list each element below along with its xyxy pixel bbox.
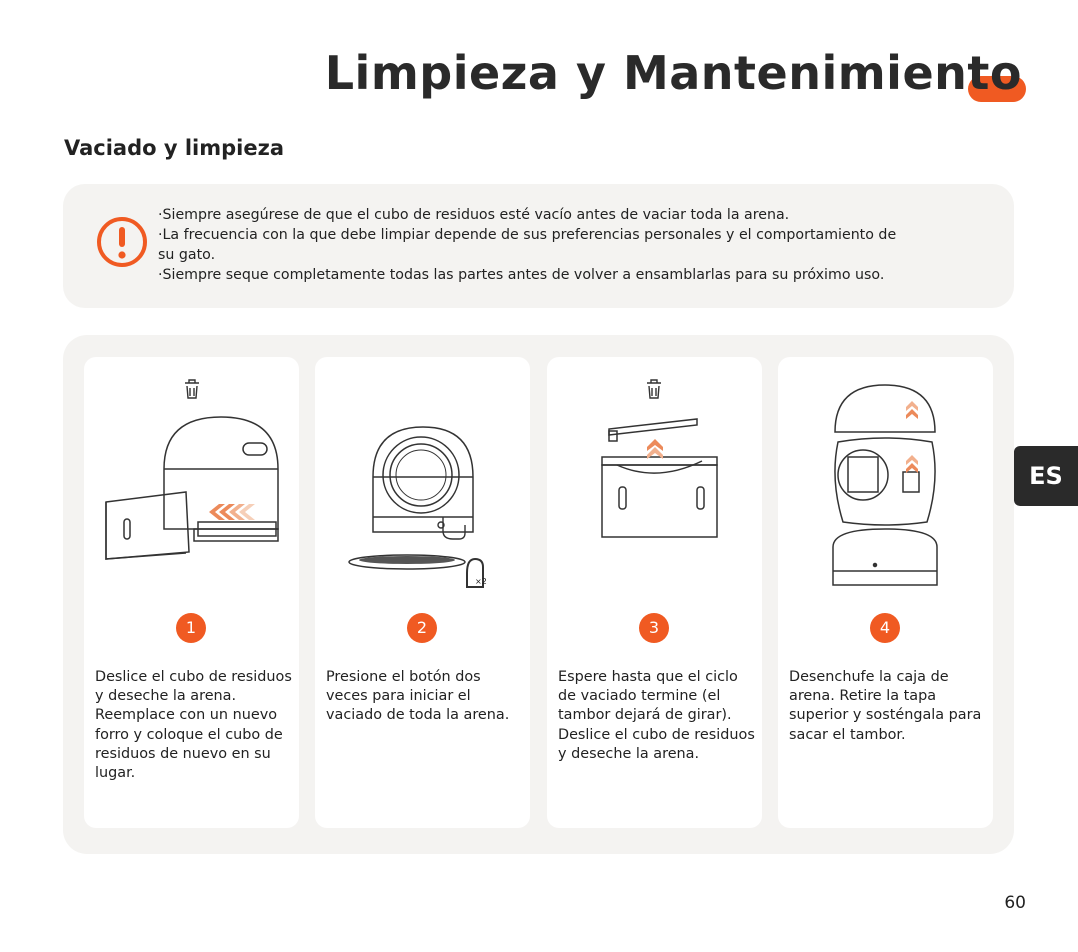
lift-arrows-icon	[906, 401, 918, 473]
step-card-3	[547, 357, 762, 828]
step-1-illustration	[84, 357, 299, 607]
step-card-2	[315, 357, 530, 828]
step-3-illustration	[547, 357, 762, 607]
page-number: 60	[1004, 893, 1026, 913]
step-card-1	[84, 357, 299, 828]
step-description: Desenchufe la caja de arena. Retire la tapa superior y sosténgala para sacar el tambor.	[789, 669, 982, 743]
lift-arrows-icon	[647, 439, 663, 459]
step-4-illustration	[778, 357, 993, 607]
notice-line: ·Siempre seque completamente todas las partes antes de volver a ensamblarlas para su próximo uso.	[158, 267, 885, 283]
steps-panel	[63, 335, 1014, 854]
step-description: Espere hasta que el ciclo de vaciado termine (el tambor dejará de girar). Deslice el cubo de residuos y deseche la arena.	[558, 669, 755, 762]
step-number-badge: 2	[407, 613, 437, 643]
notice-line: su gato.	[158, 247, 216, 263]
slide-arrows-icon	[209, 504, 255, 520]
press-count-label: ×2	[475, 577, 487, 586]
section-title: Vaciado y limpieza	[64, 136, 285, 160]
language-tab: ES	[1014, 446, 1078, 506]
trash-icon	[185, 380, 199, 398]
notice-line: ·Siempre asegúrese de que el cubo de residuos esté vacío antes de vaciar toda la arena.	[158, 207, 790, 223]
exclamation-circle-icon	[96, 216, 148, 268]
notice-text	[158, 205, 998, 285]
page-title-wrap	[325, 46, 1022, 116]
step-2-illustration	[315, 357, 530, 607]
trash-icon	[647, 380, 661, 398]
step-description: Deslice el cubo de residuos y deseche la arena. Reemplace con un nuevo forro y coloque el cubo de residuos de nuevo en su lugar.	[95, 669, 292, 782]
notice-line: ·La frecuencia con la que debe limpiar depende de sus preferencias personales y el comportamiento de	[158, 227, 897, 243]
step-number-badge: 3	[639, 613, 669, 643]
step-description: Presione el botón dos veces para iniciar el vaciado de toda la arena.	[326, 669, 510, 724]
step-card-4	[778, 357, 993, 828]
page-title: Limpieza y Mantenimiento	[324, 46, 1022, 100]
step-number-badge: 1	[176, 613, 206, 643]
step-number-badge: 4	[870, 613, 900, 643]
notice-box	[63, 184, 1014, 308]
